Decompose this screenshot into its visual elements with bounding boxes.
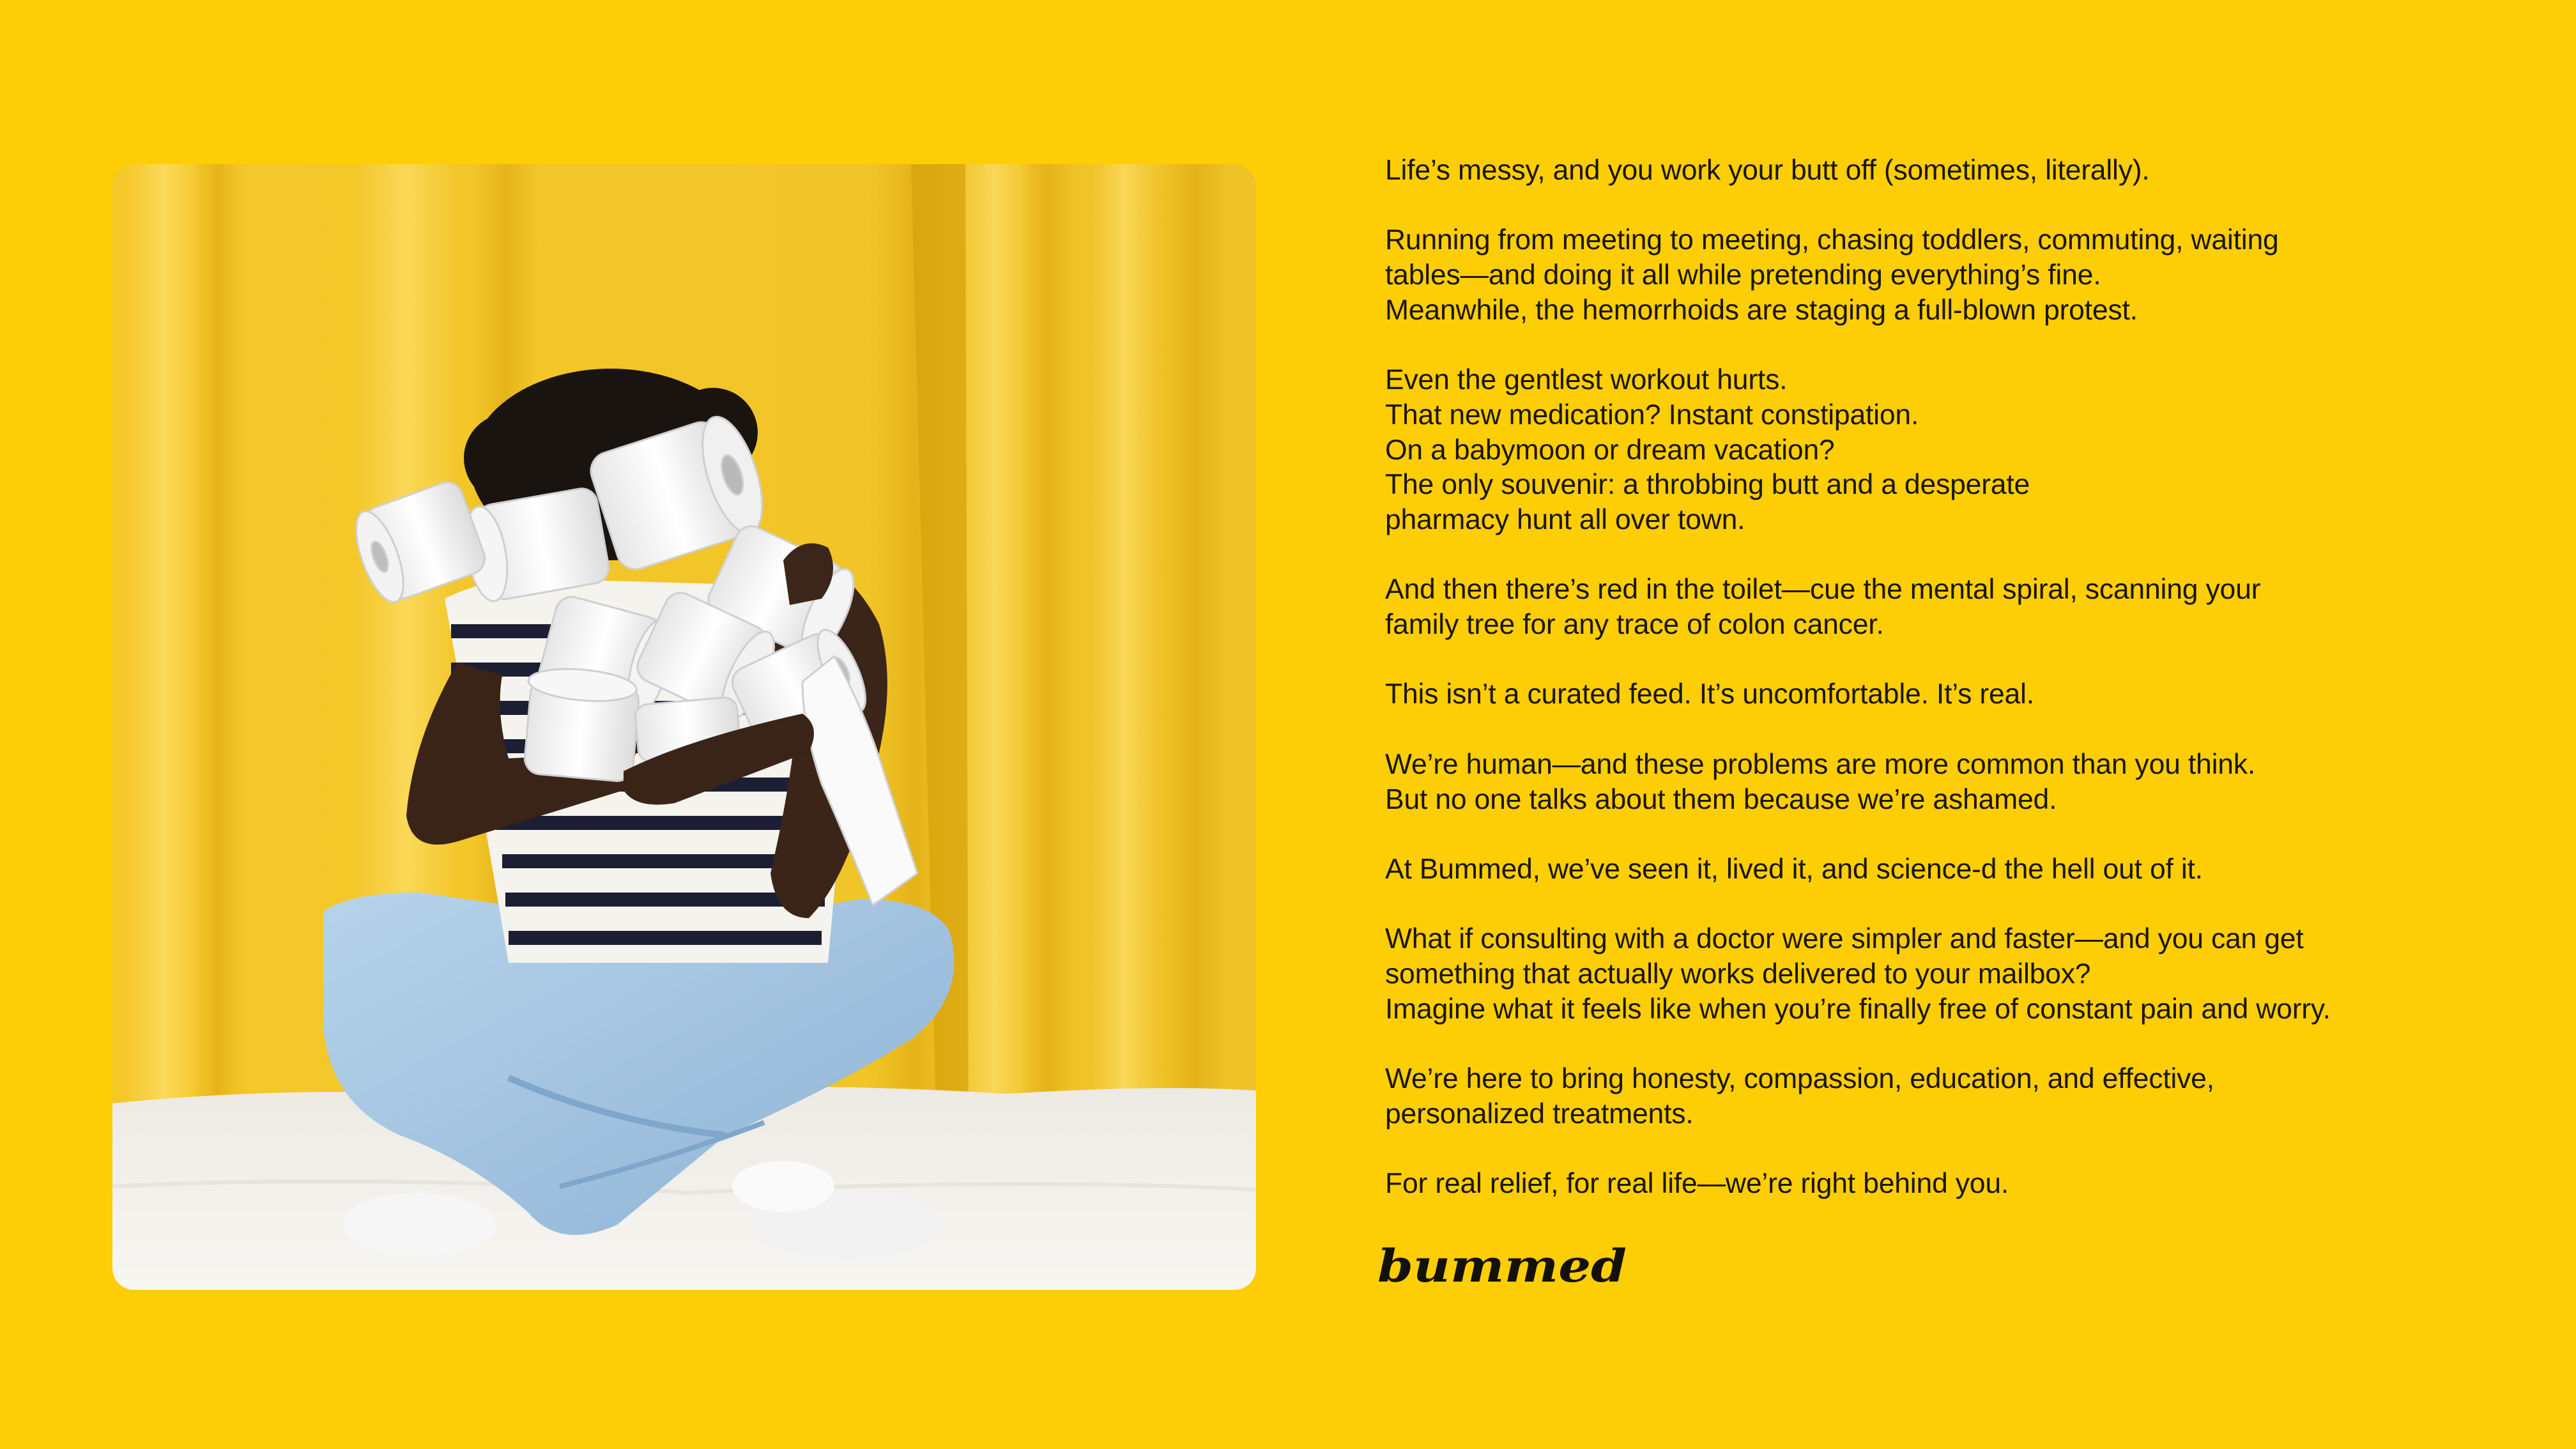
- paragraph-5: [1385, 677, 2510, 712]
- text-line: something that actually works delivered to your mailbox?: [1385, 958, 2091, 990]
- text-line: This isn’t a curated feed. It’s uncomfortable. It’s real.: [1385, 678, 2034, 710]
- text-line: That new medication? Instant constipation.: [1385, 399, 1919, 431]
- text-line: Life’s messy, and you work your butt off (sometimes, literally).: [1385, 155, 2150, 186]
- text-line: family tree for any trace of colon cancer.: [1385, 609, 1884, 641]
- text-line: At Bummed, we’ve seen it, lived it, and science-d the hell out of it.: [1385, 853, 2203, 885]
- text-line: Imagine what it feels like when you’re finally free of constant pain and worry.: [1385, 993, 2331, 1025]
- text-line: personalized treatments.: [1385, 1098, 1694, 1130]
- text-line: What if consulting with a doctor were simpler and faster—and you can get: [1385, 923, 2304, 955]
- text-line: pharmacy hunt all over town.: [1385, 504, 1745, 535]
- text-line: Meanwhile, the hemorrhoids are staging a full-blown protest.: [1385, 294, 2138, 326]
- bummed-logo: [1375, 1245, 1630, 1291]
- text-line: We’re human—and these problems are more common than you think.: [1385, 748, 2256, 780]
- text-line: But no one talks about them because we’re ashamed.: [1385, 783, 2057, 815]
- paragraph-2: [1385, 223, 2510, 328]
- text-line: We’re here to bring honesty, compassion, education, and effective,: [1385, 1063, 2214, 1095]
- text-line: For real relief, for real life—we’re right behind you.: [1385, 1168, 2009, 1200]
- text-line: And then there’s red in the toilet—cue the mental spiral, scanning your: [1385, 574, 2261, 606]
- text-line: The only souvenir: a throbbing butt and a desperate: [1385, 469, 2030, 501]
- text-line: Running from meeting to meeting, chasing toddlers, commuting, waiting: [1385, 224, 2279, 256]
- text-line: On a babymoon or dream vacation?: [1385, 434, 1835, 466]
- hero-photo: [112, 164, 1256, 1290]
- paragraph-10: [1385, 1167, 2510, 1202]
- paragraph-9: [1385, 1062, 2510, 1131]
- logo-wordmark: bummed: [1377, 1245, 1627, 1291]
- paragraph-1: [1385, 153, 2510, 188]
- text-line: tables—and doing it all while pretending everything’s fine.: [1385, 259, 2101, 291]
- paragraph-6: [1385, 747, 2510, 817]
- paragraph-8: [1385, 922, 2510, 1027]
- text-line: Even the gentlest workout hurts.: [1385, 364, 1788, 396]
- paragraph-7: [1385, 852, 2510, 887]
- body-copy: [1385, 153, 2510, 1237]
- paragraph-3: [1385, 363, 2510, 538]
- paragraph-4: [1385, 572, 2510, 642]
